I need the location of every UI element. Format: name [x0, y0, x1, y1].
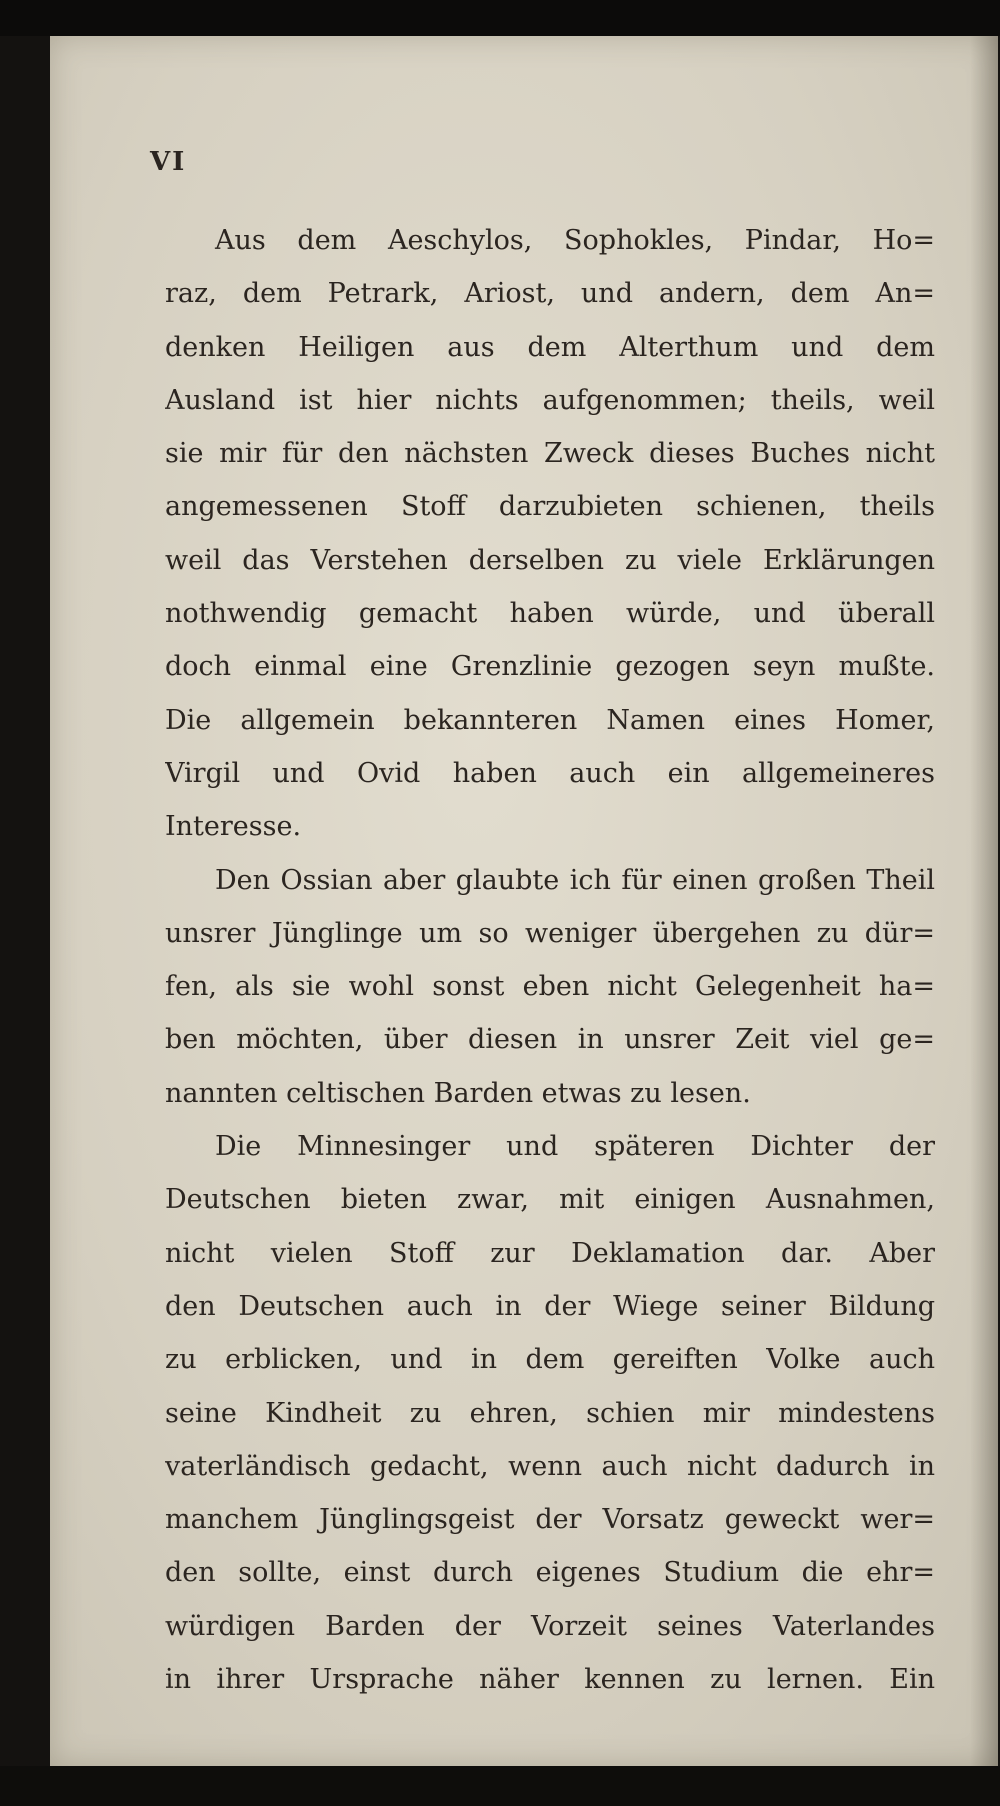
- text-line: vaterländisch gedacht, wenn auch nicht dadurch in: [165, 1450, 935, 1482]
- text-line: doch einmal eine Grenzlinie gezogen seyn mußte.: [165, 651, 935, 683]
- text-line: Aus dem Aeschylos, Sophokles, Pindar, Ho=: [215, 225, 935, 256]
- text-line: angemessenen Stoff darzubieten schienen, theils: [165, 491, 935, 523]
- text-line: in ihrer Ursprache näher kennen zu lernen. Ein: [165, 1664, 935, 1696]
- text-line: Virgil und Ovid haben auch ein allgemeineres: [165, 757, 935, 789]
- text-line: würdigen Barden der Vorzeit seines Vaterlandes: [165, 1610, 935, 1642]
- text-line: denken Heiligen aus dem Alterthum und dem: [165, 331, 935, 363]
- page-edge-shadow: [970, 36, 998, 1766]
- text-line: Den Ossian aber glaubte ich für einen großen Theil: [215, 864, 935, 896]
- text-line: ben möchten, über diesen in unsrer Zeit viel ge=: [165, 1024, 935, 1056]
- text-line: Die Minnesinger und späteren Dichter der: [215, 1131, 935, 1163]
- scan-background-top: [0, 0, 1000, 36]
- scan-background-bottom: [0, 1766, 1000, 1806]
- text-line: Deutschen bieten zwar, mit einigen Ausnahmen,: [165, 1184, 935, 1216]
- text-line: zu erblicken, und in dem gereiften Volke auch: [165, 1344, 935, 1376]
- text-line: unsrer Jünglinge um so weniger übergehen zu dür=: [165, 917, 935, 949]
- text-line: nannten celtischen Barden etwas zu lesen.: [165, 1077, 751, 1109]
- text-line: raz, dem Petrark, Ariost, und andern, dem An=: [165, 278, 935, 310]
- text-line: nicht vielen Stoff zur Deklamation dar. Aber: [165, 1237, 935, 1269]
- text-line: fen, als sie wohl sonst eben nicht Gelegenheit ha=: [165, 971, 935, 1003]
- page-number: VI: [150, 147, 187, 177]
- text-line: den sollte, einst durch eigenes Studium die ehr=: [165, 1557, 935, 1589]
- paragraph: [165, 214, 935, 854]
- body-text: [165, 214, 935, 1706]
- text-line: manchem Jünglingsgeist der Vorsatz geweckt wer=: [165, 1504, 935, 1536]
- text-line: Interesse.: [165, 811, 302, 843]
- text-line: nothwendig gemacht haben würde, und überall: [165, 598, 935, 630]
- text-line: weil das Verstehen derselben zu viele Erklärungen: [165, 544, 935, 576]
- text-line: Ausland ist hier nichts aufgenommen; theils, weil: [165, 384, 935, 416]
- text-line: seine Kindheit zu ehren, schien mir mindestens: [165, 1397, 935, 1429]
- text-line: sie mir für den nächsten Zweck dieses Buches nicht: [165, 438, 935, 470]
- text-line: den Deutschen auch in der Wiege seiner Bildung: [165, 1290, 935, 1322]
- paragraph: [165, 1120, 935, 1706]
- paragraph: [165, 854, 935, 1120]
- text-line: Die allgemein bekannteren Namen eines Homer,: [165, 704, 935, 736]
